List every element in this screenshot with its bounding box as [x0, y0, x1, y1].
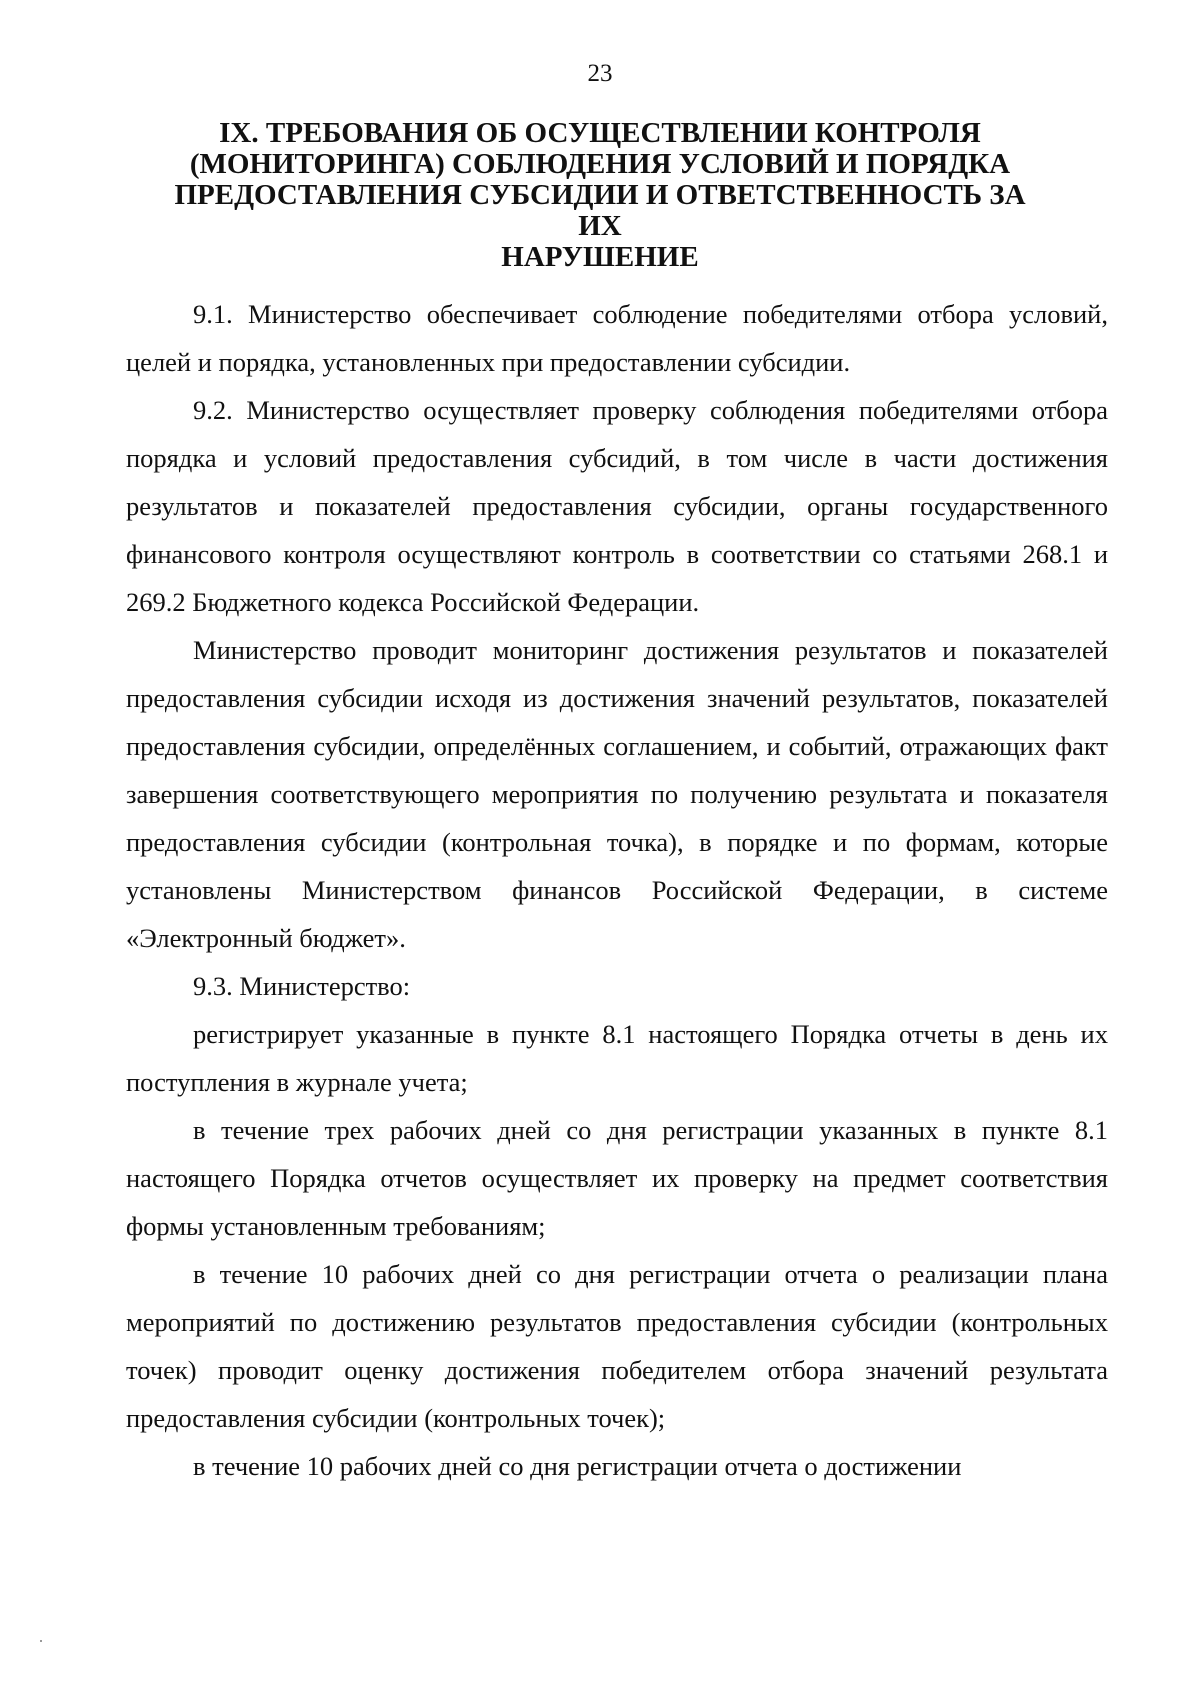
paragraph-ten-days-evaluation: в течение 10 рабочих дней со дня регистрации отчета о реализации плана мероприятий по достижению результатов предоставления субсидии (контрольных точек) проводит оценку достижения победителем отбора значений результата предоставления субсидии (контрольных точек);: [126, 1259, 1108, 1433]
paragraph-monitoring: Министерство проводит мониторинг достижения результатов и показателей предоставления субсидии исходя из достижения значений результатов, показателей предоставления субсидии, определённых соглашением, и событий, отражающих факт завершения соответствующего мероприятия по получению результата и показателя предоставления субсидии (контрольная точка), в порядке и по формам, которые установлены Министерством финансов Российской Федерации, в системе «Электронный бюджет».: [126, 635, 1108, 953]
paragraph-three-days-check: в течение трех рабочих дней со дня регистрации указанных в пункте 8.1 настоящего Порядка отчетов осуществляет их проверку на предмет соответствия формы установленным требованиям;: [126, 1115, 1108, 1241]
paragraph-9-2: 9.2. Министерство осуществляет проверку соблюдения победителями отбора порядка и условий предоставления субсидий, в том числе в части достижения результатов и показателей предоставления субсидии, органы государственного финансового контроля осуществляют контроль в соответствии со статьями 268.1 и 269.2 Бюджетного кодекса Российской Федерации.: [126, 395, 1108, 617]
heading-line: ПРЕДОСТАВЛЕНИЯ СУБСИДИИ И ОТВЕТСТВЕННОСТЬ ЗА ИХ: [174, 179, 1026, 242]
paragraph-ten-days-achievement: в течение 10 рабочих дней со дня регистрации отчета о достижении: [193, 1451, 962, 1481]
body-text: [126, 290, 1108, 1490]
paragraph-9-1: 9.1. Министерство обеспечивает соблюдение победителями отбора условий, целей и порядка, установленных при предоставлении субсидии.: [126, 299, 1108, 377]
heading-line: IX. ТРЕБОВАНИЯ ОБ ОСУЩЕСТВЛЕНИИ КОНТРОЛЯ: [219, 117, 981, 149]
paragraph-9-3: 9.3. Министерство:: [193, 971, 411, 1001]
paragraph-registration: регистрирует указанные в пункте 8.1 настоящего Порядка отчеты в день их поступления в журнале учета;: [126, 1019, 1108, 1097]
heading-line: НАРУШЕНИЕ: [501, 241, 699, 273]
scan-speck: [40, 1640, 42, 1642]
heading-line: (МОНИТОРИНГА) СОБЛЮДЕНИЯ УСЛОВИЙ И ПОРЯДКА: [189, 148, 1011, 180]
section-heading: [160, 118, 1040, 273]
page-number: 23: [587, 60, 613, 87]
